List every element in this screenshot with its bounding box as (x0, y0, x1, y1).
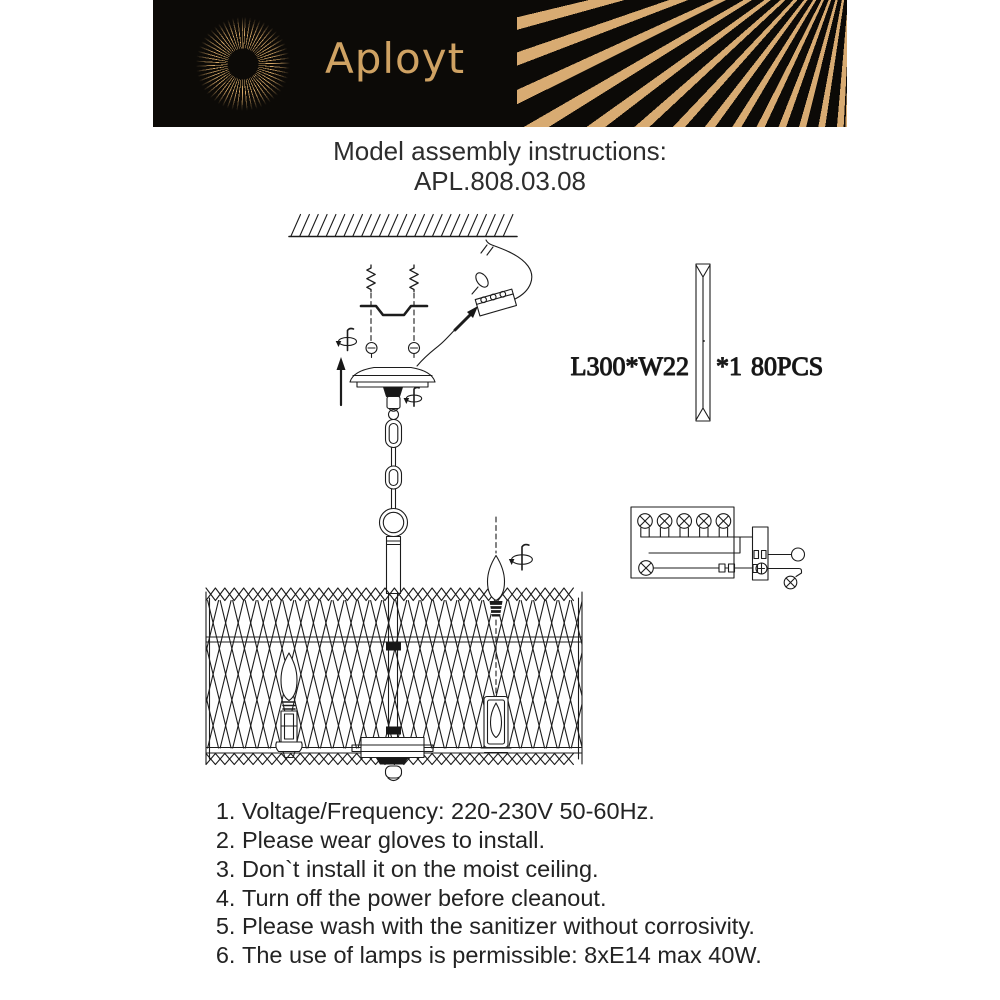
hatch-mark (477, 215, 487, 237)
title-block (0, 136, 1000, 196)
wire-strain-marks (481, 245, 493, 255)
crystal-strip-part (696, 264, 710, 421)
hatch-mark (503, 215, 513, 237)
brand-banner (153, 0, 847, 127)
hatch-mark (486, 215, 496, 237)
lattice-line (206, 697, 219, 748)
bulb-socket-right (481, 697, 511, 753)
connector-symbol (792, 548, 805, 561)
strip-quantity-label: *1 (716, 352, 742, 381)
rotate-arrow-icon (522, 545, 529, 570)
strip-dimension-label: L300*W22 (570, 352, 689, 381)
hatch-mark (326, 215, 336, 237)
instruction-item: 4. Turn off the power before cleanout. (242, 884, 762, 913)
hatch-mark (335, 215, 345, 237)
rotation-icons (336, 329, 533, 570)
sunburst-logo-icon (193, 14, 293, 114)
anchor-screw (367, 265, 375, 292)
hatch-mark (380, 215, 390, 237)
hatch-mark (450, 215, 460, 237)
anchor-guide-dashes (371, 293, 414, 343)
anchor-screw (410, 265, 418, 292)
hatch-mark (344, 215, 354, 237)
hatch-mark (415, 215, 425, 237)
power-wire (417, 240, 532, 366)
rotate-arrow-icon (414, 387, 419, 406)
ceiling-line (289, 215, 517, 256)
instruction-item: 5. Please wash with the sanitizer without corrosivity. (242, 912, 762, 941)
hatch-mark (318, 215, 328, 237)
up-arrow-icon (337, 357, 346, 405)
hatch-mark (468, 215, 478, 237)
hatch-mark (309, 215, 319, 237)
page-title: Model assembly instructions: (333, 136, 667, 166)
instruction-item: 6. The use of lamps is permissible: 8xE14 max 40W. (242, 941, 762, 970)
finial (386, 766, 402, 778)
hatch-mark (371, 215, 381, 237)
hatch-mark (441, 215, 451, 237)
hanging-chain (380, 410, 408, 594)
hatch-mark (495, 215, 505, 237)
instruction-item: 2. Please wear gloves to install. (242, 826, 762, 855)
hatch-mark (362, 215, 372, 237)
assembly-diagram (0, 200, 1000, 800)
wiring-diagram (631, 507, 805, 589)
corner-rays-icon (517, 0, 847, 127)
hatch-mark (291, 215, 301, 237)
candle-bulb-left (276, 653, 302, 758)
strip-pcs-label: 80PCS (751, 352, 824, 381)
wire-loop (473, 271, 490, 290)
hatch-mark (353, 215, 363, 237)
instruction-item: 3. Don`t install it on the moist ceiling. (242, 855, 762, 884)
model-number: APL.808.03.08 (413, 166, 587, 196)
bottom-plate (361, 738, 424, 758)
brand-name: Aployt (325, 34, 466, 83)
hatch-mark (300, 215, 310, 237)
terminal-block (475, 289, 516, 316)
connect-arrow (455, 313, 472, 330)
wall-anchors (361, 265, 427, 358)
instruction-item: 1. Voltage/Frequency: 220-230V 50-60Hz. (242, 797, 762, 826)
drum-band (206, 637, 582, 642)
hatch-mark (388, 215, 398, 237)
instructions-list (196, 797, 762, 970)
hatch-mark (459, 215, 469, 237)
hatch-mark (406, 215, 416, 237)
lattice-line (206, 601, 219, 652)
canopy-socket (384, 387, 403, 397)
rotate-arrow-icon (348, 329, 354, 351)
ceiling-canopy (350, 368, 435, 412)
hatch-mark (397, 215, 407, 237)
hatch-mark (433, 215, 443, 237)
hatch-mark (424, 215, 434, 237)
